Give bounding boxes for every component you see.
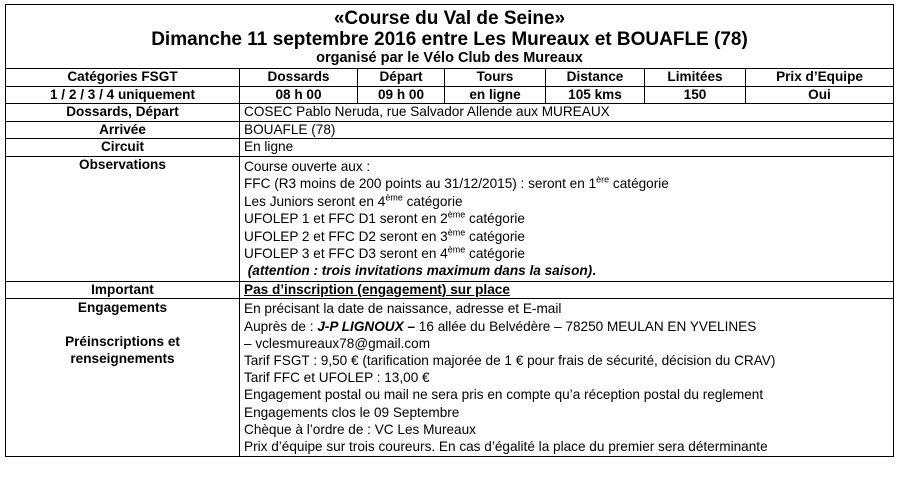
obs-line-4-end: catégorie: [465, 211, 525, 227]
eng-line-9: Prix d’équipe sur trois coureurs. En cas d’égalité la place du premier sera déterminante: [244, 439, 768, 455]
col-header-distance: Distance: [546, 69, 645, 87]
engagements-value: [240, 299, 894, 457]
col-header-categories: Catégories FSGT: [6, 69, 240, 87]
important-label: Important: [6, 281, 240, 299]
col-header-prix-equipe: Prix d’Equipe: [746, 69, 894, 87]
obs-line-7-end: .: [592, 263, 596, 279]
observations-label: Observations: [6, 156, 240, 281]
obs-line-2: [244, 175, 889, 192]
col-header-depart: Départ: [358, 69, 445, 87]
arrivee-row: [6, 121, 894, 139]
race-date-route: Dimanche 11 septembre 2016 entre Les Mureaux et BOUAFLE (78): [151, 29, 748, 50]
obs-line-6-end: catégorie: [465, 246, 525, 261]
obs-line-7: [244, 262, 889, 279]
dossards-depart-value: COSEC Pablo Neruda, rue Salvador Allende aux MUREAUX: [240, 104, 894, 122]
obs-line-2-sup: ère: [596, 174, 610, 185]
obs-line-4: [244, 210, 889, 227]
observations-value: [240, 156, 894, 281]
arrivee-value: BOUAFLE (78): [240, 121, 894, 139]
preinscriptions-label-1: Préinscriptions et: [65, 334, 180, 349]
eng-tarif-ffc-ufolep: Tarif FFC et UFOLEP : 13,00 €: [244, 370, 430, 386]
values-row: [6, 86, 894, 104]
eng-line-8: Chèque à l’ordre de : VC Les Mureaux: [244, 421, 476, 437]
engagements-row: [6, 299, 894, 457]
value-categories: 1 / 2 / 3 / 4 uniquement: [6, 86, 240, 104]
obs-line-1: Course ouverte aux :: [244, 158, 371, 174]
eng-line-6: Engagement postal ou mail ne sera pris en compte qu’a réception postal du reglement: [244, 387, 764, 403]
eng-contact-email: – vclesmureaux78@gmail.com: [244, 335, 431, 351]
obs-line-6: [244, 245, 889, 262]
circuit-label: Circuit: [6, 139, 240, 157]
obs-line-5-text: UFOLEP 2 et FFC D2 seront en 3: [244, 228, 448, 244]
eng-line-2-prefix: Auprès de :: [244, 318, 318, 334]
obs-line-5-sup: ème: [447, 227, 466, 238]
obs-line-4-sup: ème: [447, 209, 466, 220]
obs-line-6-sup: ème: [447, 244, 466, 255]
eng-tarif-fsgt: Tarif FSGT : 9,50 € (tarification majorée de 1 € pour frais de sécurité, décision du CRAV): [244, 353, 776, 369]
preinscriptions-label-2: renseignements: [70, 350, 175, 366]
title-row: [6, 5, 894, 69]
col-header-limitees: Limitées: [645, 69, 746, 87]
col-header-tours: Tours: [445, 69, 546, 87]
engagements-label: Engagements: [77, 300, 168, 316]
value-limitees: 150: [645, 86, 746, 104]
eng-contact-address: 16 allée du Belvédère – 78250 MEULAN EN YVELINES: [415, 318, 757, 334]
col-header-dossards: Dossards: [240, 69, 358, 87]
obs-line-5: [244, 228, 889, 245]
value-dossards: 08 h 00: [240, 86, 358, 104]
obs-line-3: [244, 193, 889, 210]
observations-row: [6, 156, 894, 281]
race-info-table: [5, 4, 894, 457]
race-info-sheet: [5, 4, 893, 457]
value-prix-equipe: Oui: [746, 86, 894, 104]
eng-line-2: [244, 318, 889, 335]
circuit-row: [6, 139, 894, 157]
circuit-value: En ligne: [240, 139, 894, 157]
title-cell: [6, 5, 894, 69]
obs-line-5-end: catégorie: [465, 228, 525, 244]
eng-contact-name: J-P LIGNOUX –: [317, 318, 416, 334]
value-tours: en ligne: [445, 86, 546, 104]
arrivee-label: Arrivée: [6, 121, 240, 139]
obs-line-4-text: UFOLEP 1 et FFC D1 seront en 2: [244, 211, 448, 227]
label-spacer: [10, 317, 235, 334]
important-row: [6, 281, 894, 299]
obs-line-3-text: Les Juniors seront en 4: [244, 193, 386, 209]
obs-line-2-end: catégorie: [609, 176, 669, 192]
obs-line-2-text: FFC (R3 moins de 200 points au 31/12/2015) : seront en 1: [244, 176, 597, 192]
obs-line-3-end: catégorie: [402, 193, 463, 209]
obs-line-6-text: UFOLEP 3 et FFC D3 seront en 4: [244, 246, 448, 261]
value-distance: 105 kms: [546, 86, 645, 104]
race-organizer: organisé par le Vélo Club des Mureaux: [316, 50, 583, 66]
obs-line-3-sup: ème: [385, 192, 403, 203]
race-title: «Course du Val de Seine»: [333, 8, 566, 29]
obs-invitations-note: (attention : trois invitations maximum dans la saison): [247, 263, 593, 279]
important-value: Pas d’inscription (engagement) sur place: [240, 281, 894, 299]
eng-line-7: Engagements clos le 09 Septembre: [244, 404, 460, 420]
engagements-label-cell: [6, 299, 240, 457]
dossards-depart-label: Dossards, Départ: [6, 104, 240, 122]
value-depart: 09 h 00: [358, 86, 445, 104]
eng-line-1: En précisant la date de naissance, adresse et E-mail: [244, 301, 562, 317]
dossards-depart-row: [6, 104, 894, 122]
column-header-row: [6, 69, 894, 87]
